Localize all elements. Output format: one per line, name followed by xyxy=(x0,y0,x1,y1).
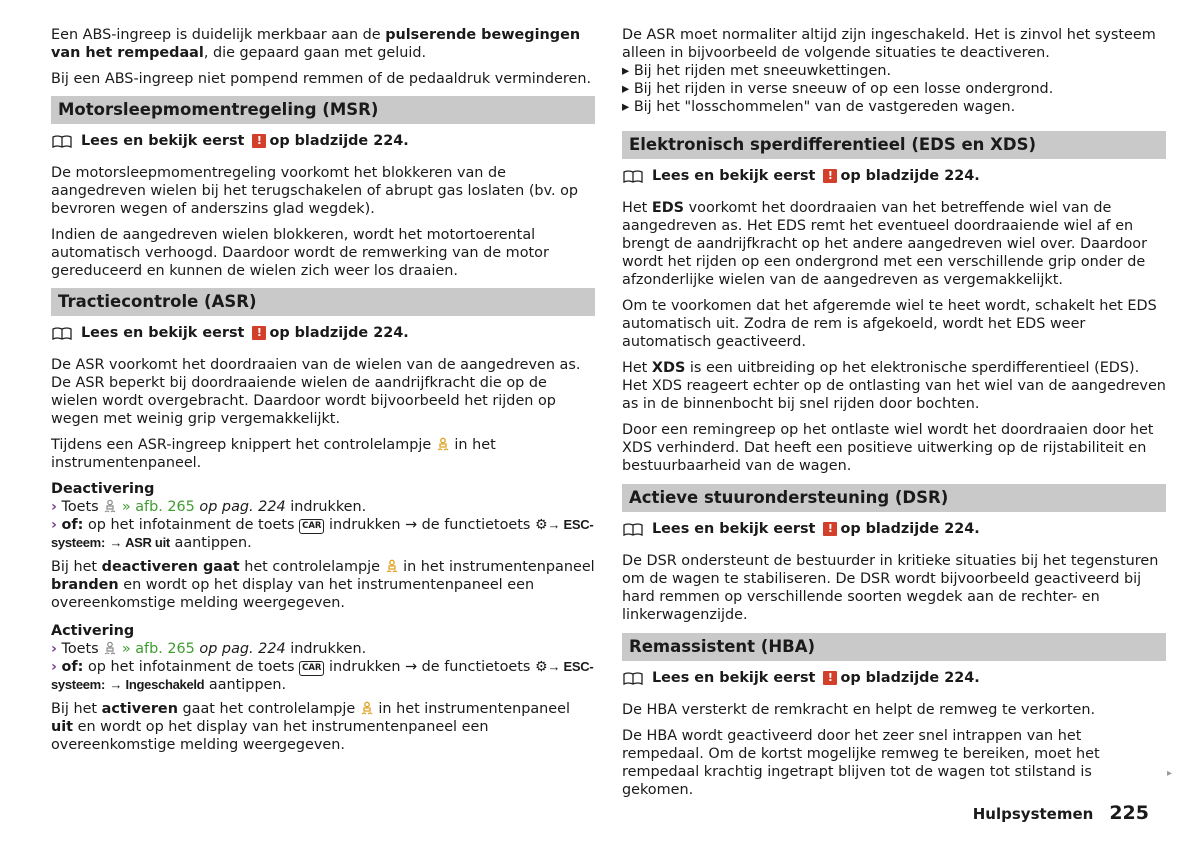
msr-paragraph-2: Indien de aangedreven wielen blokkeren, wordt het motortoerental automatisch verhoogd. Daardoor wordt de remwerking van de motor gereduceerd en kunnen de wielen zich weer los draaien. xyxy=(51,227,549,279)
asr-paragraph-2: Tijdens een ASR-ingreep knippert het controlelampje in het instrumentenpaneel. xyxy=(51,437,496,471)
warning-icon: ! xyxy=(823,522,837,536)
book-icon xyxy=(623,170,643,183)
continue-arrow-icon: ▸ xyxy=(1167,768,1173,779)
eds-paragraph-2: Om te voorkomen dat het afgeremde wiel te heet wordt, schakelt het EDS automatisch uit. Zodra de rem is afgekoeld, wordt het EDS weer automatisch geactiveerd. xyxy=(622,298,1157,350)
book-icon xyxy=(623,523,643,536)
car-key-icon: CAR xyxy=(299,661,324,676)
warning-icon: ! xyxy=(823,169,837,183)
step-arrow-icon: › xyxy=(51,659,57,675)
section-heading-asr: Tractiecontrole (ASR) xyxy=(51,288,595,316)
deactivation-step-1: › Toets » afb. 265 op pag. 224 indrukken. xyxy=(51,499,367,515)
car-key-icon: CAR xyxy=(299,519,324,534)
section-heading-dsr: Actieve stuurondersteuning (DSR) xyxy=(622,484,1166,512)
deactivation-paragraph: Bij het deactiveren gaat het controlelampje in het instrumentenpaneel branden en wordt op het display van het instrumentenpaneel een overeenkomstige melding weergegeven. xyxy=(51,559,595,611)
deactivation-heading: Deactivering xyxy=(51,481,155,497)
book-icon xyxy=(623,672,643,685)
section-name: Hulpsystemen xyxy=(972,805,1094,823)
list-item: ▸ Bij het rijden in verse sneeuw of op een losse ondergrond. xyxy=(622,81,1054,97)
eds-paragraph-3: Het XDS is een uitbreiding op het elektronische sperdifferentieel (EDS). Het XDS reageert echter op de ontlasting van het wiel van de aangedreven as in de binnenbocht bij snel rijden door bochten. xyxy=(622,360,1166,412)
right-column xyxy=(622,26,1166,807)
abs-paragraph-2: Bij een ABS-ingreep niet pompend remmen of de pedaaldruk verminderen. xyxy=(51,71,592,87)
section-heading-msr: Motorsleepmomentregeling (MSR) xyxy=(51,96,595,124)
hba-paragraph-1: De HBA versterkt de remkracht en helpt de remweg te verkorten. xyxy=(622,702,1096,718)
reference-line-asr: Lees en bekijk eerst ! op bladzijde 224. xyxy=(51,324,595,342)
step-arrow-icon: › xyxy=(51,641,57,657)
section-heading-eds: Elektronisch sperdifferentieel (EDS en XDS) xyxy=(622,131,1166,159)
left-column xyxy=(51,26,595,762)
figure-link[interactable]: » afb. 265 xyxy=(121,499,195,515)
activation-step-1: › Toets » afb. 265 op pag. 224 indrukken. xyxy=(51,641,367,657)
section-heading-hba: Remassistent (HBA) xyxy=(622,633,1166,661)
gear-icon: ⚙ xyxy=(534,659,548,675)
page-number: 225 xyxy=(1109,802,1149,824)
warning-icon: ! xyxy=(252,326,266,340)
abs-paragraph-1: Een ABS-ingreep is duidelijk merkbaar aan de pulserende bewegingen van het rempedaal, die gepaard gaan met geluid. xyxy=(51,27,581,61)
activation-paragraph: Bij het activeren gaat het controlelampje in het instrumentenpaneel uit en wordt op het display van het instrumentenpaneel een overeenkomstige melding weergegeven. xyxy=(51,701,570,753)
list-item: ▸ Bij het rijden met sneeuwkettingen. xyxy=(622,63,892,79)
asr-lamp-icon xyxy=(103,641,117,655)
gear-icon: ⚙ xyxy=(534,517,548,533)
dsr-paragraph-1: De DSR ondersteunt de bestuurder in kritieke situaties bij het tegensturen om de wagen te stabiliseren. De DSR wordt bijvoorbeeld geactiveerd bij hard remmen op verschillende soorten wegdek aan de rechter- en linkerwagenzijde. xyxy=(622,553,1159,623)
asr-lamp-icon xyxy=(103,499,117,513)
page-footer xyxy=(973,804,1149,823)
warning-icon: ! xyxy=(252,134,266,148)
asr-lamp-icon xyxy=(385,559,399,573)
reference-line-eds: Lees en bekijk eerst ! op bladzijde 224. xyxy=(622,167,1166,185)
list-item: ▸ Bij het "losschommelen" van de vastgereden wagen. xyxy=(622,99,1016,115)
hba-paragraph-2: De HBA wordt geactiveerd door het zeer snel intrappen van het rempedaal. Om de kortst mogelijke remweg te bereiken, moet het rempedaal krachtig ingetrapt blijven tot de wagen tot stilstand is gekomen. xyxy=(622,728,1100,798)
activation-heading: Activering xyxy=(51,623,135,639)
step-arrow-icon: › xyxy=(51,517,57,533)
asr-paragraph-3: De ASR moet normaliter altijd zijn ingeschakeld. Het is zinvol het systeem alleen in bijvoorbeeld de volgende situaties te deactiveren. xyxy=(622,27,1156,61)
msr-paragraph-1: De motorsleepmomentregeling voorkomt het blokkeren van de aangedreven wielen bij het terugschakelen of abrupt gas loslaten (bv. op bevroren wegen of anderszins glad wegdek). xyxy=(51,165,579,217)
reference-line-dsr: Lees en bekijk eerst ! op bladzijde 224. xyxy=(622,520,1166,538)
eds-paragraph-4: Door een remingreep op het ontlaste wiel wordt het doordraaien door het XDS verhinderd. Dat heeft een positieve uitwerking op de rijstabiliteit en bestuurbaarheid van de wagen. xyxy=(622,422,1154,474)
asr-paragraph-1: De ASR voorkomt het doordraaien van de wielen van de aangedreven as. De ASR beperkt bij doordraaiende wielen de aandrijfkracht die op de wielen wordt overgebracht. Daardoor wordt bijvoorbeeld het rijden op wegen met weinig grip vergemakkelijkt. xyxy=(51,357,581,427)
eds-paragraph-1: Het EDS voorkomt het doordraaien van het betreffende wiel van de aangedreven as. Het EDS remt het eventueel doordraaiende wiel af en brengt de aandrijfkracht op het andere aangedreven wiel over. Daardoor wordt het rijden op een ondergrond met een verschillende grip onder de afzonderlijke wielen van de aangedreven as vergemakkelijkt. xyxy=(622,200,1148,288)
asr-lamp-icon xyxy=(360,701,374,715)
reference-line-hba: Lees en bekijk eerst ! op bladzijde 224. xyxy=(622,669,1166,687)
figure-link[interactable]: » afb. 265 xyxy=(121,641,195,657)
activation-step-2: › of: op het infotainment de toets CAR indrukken → de functietoets ⚙→ ESC- systeem: → Ingeschakeld aantippen. xyxy=(51,659,594,693)
reference-line-msr: Lees en bekijk eerst ! op bladzijde 224. xyxy=(51,132,595,150)
step-arrow-icon: › xyxy=(51,499,57,515)
deactivation-step-2: › of: op het infotainment de toets CAR indrukken → de functietoets ⚙→ ESC- systeem: → ASR uit aantippen. xyxy=(51,517,594,551)
book-icon xyxy=(52,327,72,340)
warning-icon: ! xyxy=(823,671,837,685)
book-icon xyxy=(52,135,72,148)
asr-lamp-icon xyxy=(436,437,450,451)
